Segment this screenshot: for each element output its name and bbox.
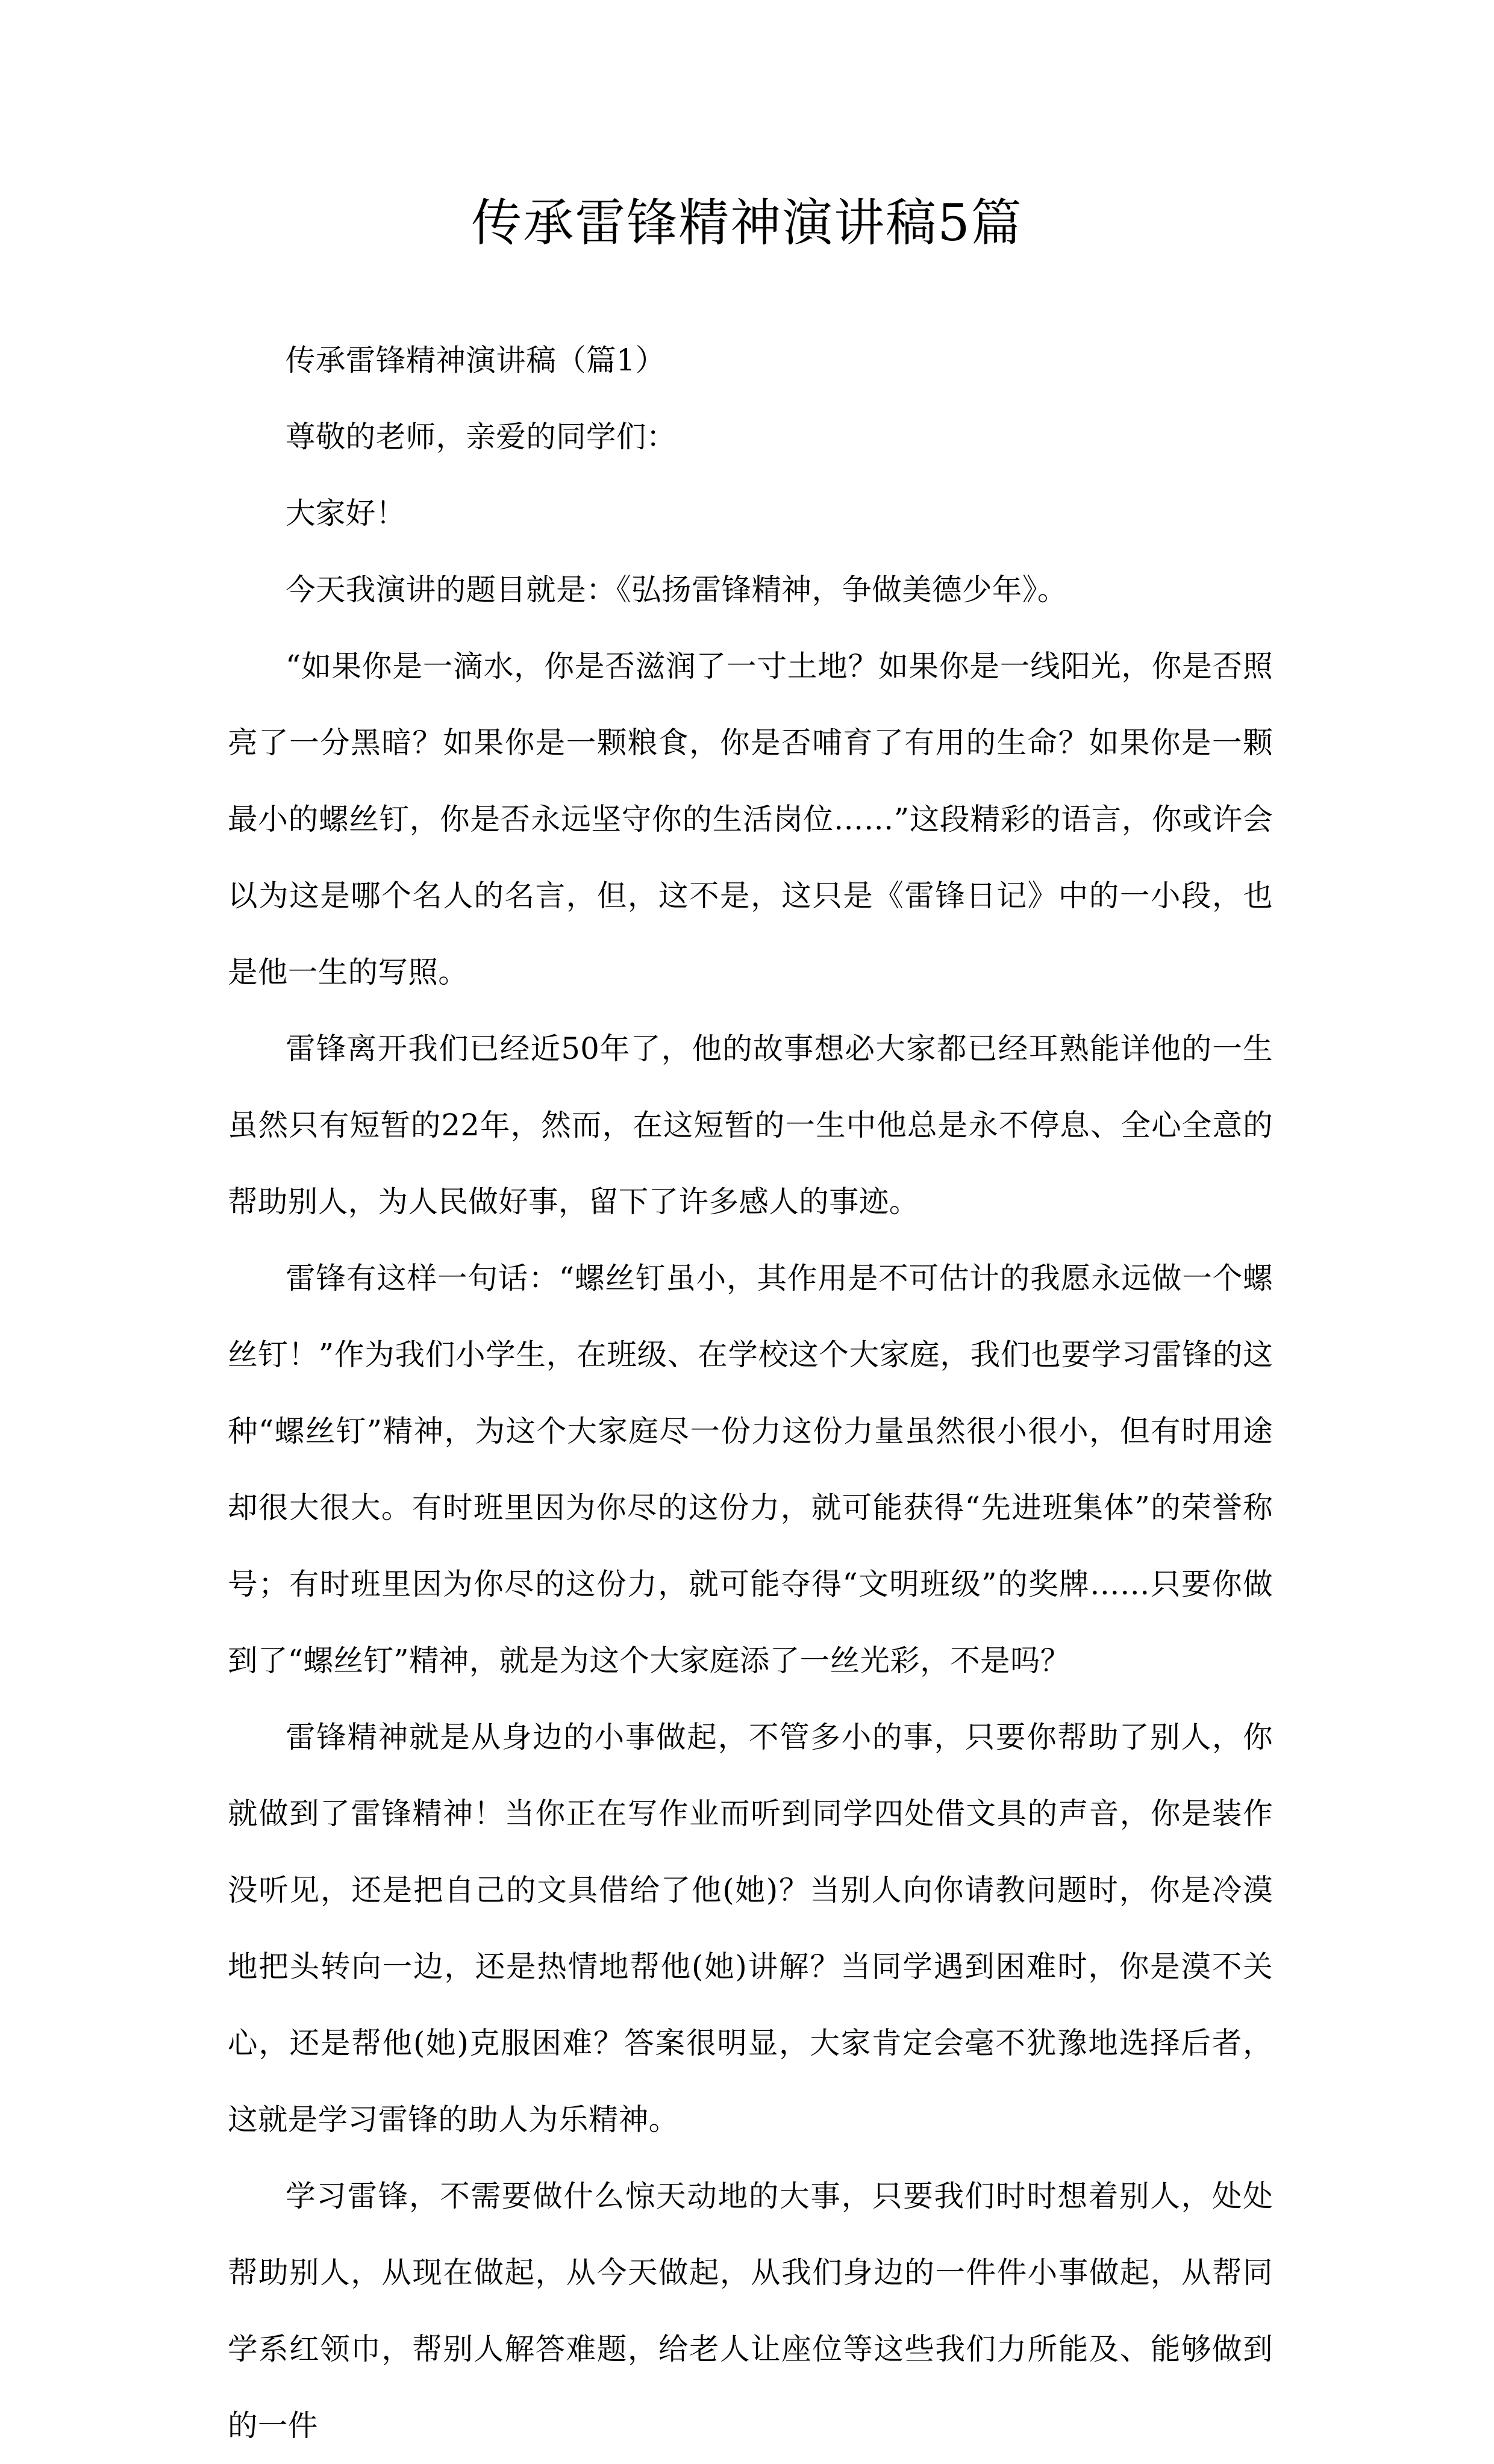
document-body bbox=[228, 322, 1273, 2464]
salutation: 尊敬的老师，亲爱的同学们： bbox=[286, 419, 677, 454]
paragraph: 学习雷锋，不需要做什么惊天动地的大事，只要我们时时想着别人，处处帮助别人，从现在做起，从今天做起，从我们身边的一件件小事做起，从帮同学系红领巾，帮别人解答难题，给老人让座位等这些我们力所能及、能够做到的一件 bbox=[228, 2179, 1273, 2443]
paragraph: 雷锋精神就是从身边的小事做起，不管多小的事，只要你帮助了别人，你就做到了雷锋精神！当你正在写作业而听到同学四处借文具的声音，你是装作没听见，还是把自己的文具借给了他(她)？当别人向你请教问题时，你是冷漠地把头转向一边，还是热情地帮他(她)讲解？当同学遇到困难时，你是漠不关心，还是帮他(她)克服困难？答案很明显，大家肯定会毫不犹豫地选择后者，这就是学习雷锋的助人为乐精神。 bbox=[228, 1720, 1273, 2137]
paragraph: “如果你是一滴水，你是否滋润了一寸土地？如果你是一线阳光，你是否照亮了一分黑暗？如果你是一颗粮食，你是否哺育了有用的生命？如果你是一颗最小的螺丝钉，你是否永远坚守你的生活岗位……”这段精彩的语言，你或许会以为这是哪个名人的名言，但，这不是，这只是《雷锋日记》中的一小段，也是他一生的写照。 bbox=[228, 649, 1273, 990]
greeting: 大家好！ bbox=[286, 496, 406, 531]
section-heading: 传承雷锋精神演讲稿（篇1） bbox=[286, 343, 666, 378]
paragraph: 雷锋有这样一句话：“螺丝钉虽小，其作用是不可估计的我愿永远做一个螺丝钉！”作为我们小学生，在班级、在学校这个大家庭，我们也要学习雷锋的这种“螺丝钉”精神，为这个大家庭尽一份力这份力量虽然很小很小，但有时用途却很大很大。有时班里因为你尽的这份力，就可能获得“先进班集体”的荣誉称号；有时班里因为你尽的这份力，就可能夺得“文明班级”的奖牌……只要你做到了“螺丝钉”精神，就是为这个大家庭添了一丝光彩，不是吗？ bbox=[228, 1261, 1273, 1678]
document-title: 传承雷锋精神演讲稿5篇 bbox=[471, 193, 1023, 252]
paragraph: 雷锋离开我们已经近50年了，他的故事想必大家都已经耳熟能详他的一生虽然只有短暂的22年，然而，在这短暂的一生中他总是永不停息、全心全意的帮助别人，为人民做好事，留下了许多感人的事迹。 bbox=[228, 1031, 1273, 1219]
speech-topic: 今天我演讲的题目就是：《弘扬雷锋精神，争做美德少年》。 bbox=[286, 572, 1067, 607]
